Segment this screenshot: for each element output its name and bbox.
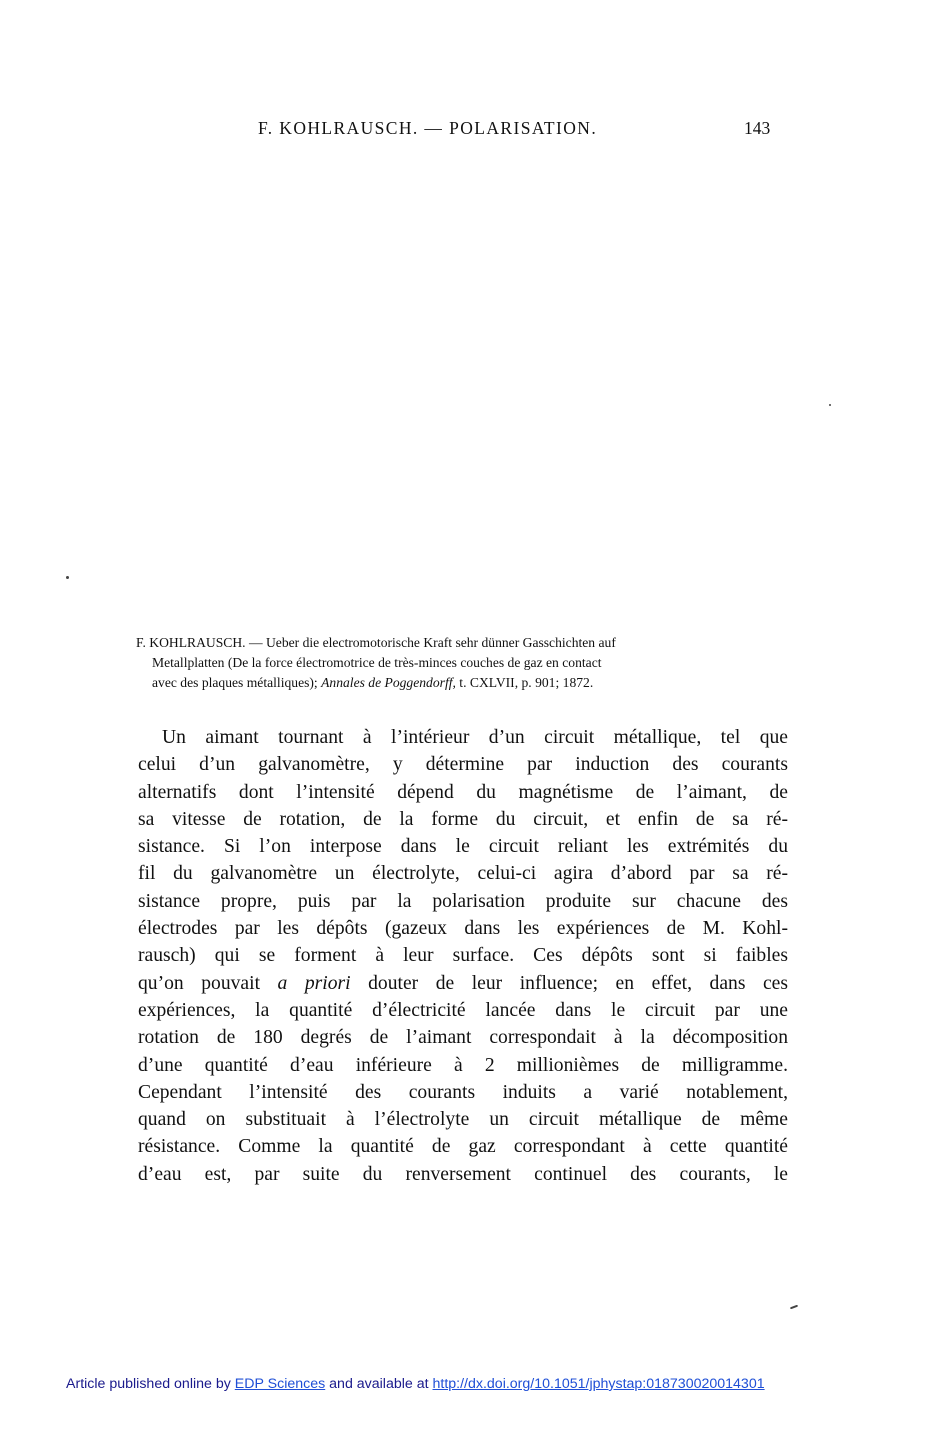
doi-link[interactable]: http://dx.doi.org/10.1051/jphystap:018730020014301 <box>432 1376 765 1392</box>
bibliographic-reference <box>136 633 786 693</box>
reference-volume-page: t. CXLVII, p. 901; 1872. <box>455 675 594 690</box>
edp-sciences-link[interactable]: EDP Sciences <box>234 1376 326 1392</box>
body-line: d’eau est, par suite du renversement continuel des courants, le <box>138 1163 788 1185</box>
scan-speck <box>66 576 69 579</box>
body-italic-a-priori: a priori <box>277 972 351 994</box>
reference-line <box>136 673 786 693</box>
body-line: sa vitesse de rotation, de la forme du circuit, et enfin de sa ré- <box>138 808 788 830</box>
body-text: douter de leur influence; en effet, dans ces <box>350 972 788 994</box>
body-text: qu’on pouvait <box>138 972 278 994</box>
body-line: rotation de 180 degrés de l’aimant correspondait à la décomposition <box>138 1027 788 1049</box>
body-line: électrodes par les dépôts (gazeux dans les expériences de M. Kohl- <box>138 918 788 940</box>
reference-line: Metallplatten (De la force électromotrice de très-minces couches de gaz en contact <box>152 655 602 670</box>
body-line: alternatifs dont l’intensité dépend du magnétisme de l’aimant, de <box>138 781 788 803</box>
body-line <box>138 970 788 997</box>
body-line: fil du galvanomètre un électrolyte, celui-ci agira d’abord par sa ré- <box>138 863 788 885</box>
body-line: celui d’un galvanomètre, y détermine par induction des courants <box>138 754 788 776</box>
body-line: Cependant l’intensité des courants induits a varié notablement, <box>138 1081 788 1103</box>
body-line: d’une quantité d’eau inférieure à 2 millionièmes de milligramme. <box>138 1054 788 1076</box>
reference-title-german: — Ueber die electromotorische Kraft sehr dünner Gasschichten auf <box>245 635 616 650</box>
publication-footer <box>66 1376 765 1392</box>
reference-line <box>136 633 786 653</box>
reference-author: F. KOHLRAUSCH. <box>136 635 246 650</box>
scan-speck <box>790 1305 798 1310</box>
reference-title-french-end: avec des plaques métalliques); <box>152 675 322 690</box>
footer-text: Article published online by <box>66 1376 235 1392</box>
reference-journal: Annales de Poggendorff, <box>321 675 456 690</box>
scan-speck <box>829 404 831 406</box>
body-line: Un aimant tournant à l’intérieur d’un circuit métallique, tel que <box>162 727 788 748</box>
body-line: sistance. Si l’on interpose dans le circuit reliant les extrémités du <box>138 836 788 858</box>
body-line: expériences, la quantité d’électricité lancée dans le circuit par une <box>138 999 788 1021</box>
body-line: sistance propre, puis par la polarisation produite sur chacune des <box>138 890 788 912</box>
running-head <box>0 118 930 144</box>
footer-text: and available at <box>325 1376 433 1392</box>
page-number: 143 <box>744 118 771 138</box>
body-paragraph <box>138 724 788 1188</box>
running-title: F. KOHLRAUSCH. — POLARISATION. <box>258 118 598 138</box>
body-line: quand on substituait à l’électrolyte un circuit métallique de même <box>138 1109 788 1131</box>
body-line: rausch) qui se forment à leur surface. Ces dépôts sont si faibles <box>138 945 788 967</box>
body-line: résistance. Comme la quantité de gaz correspondant à cette quantité <box>138 1136 788 1158</box>
